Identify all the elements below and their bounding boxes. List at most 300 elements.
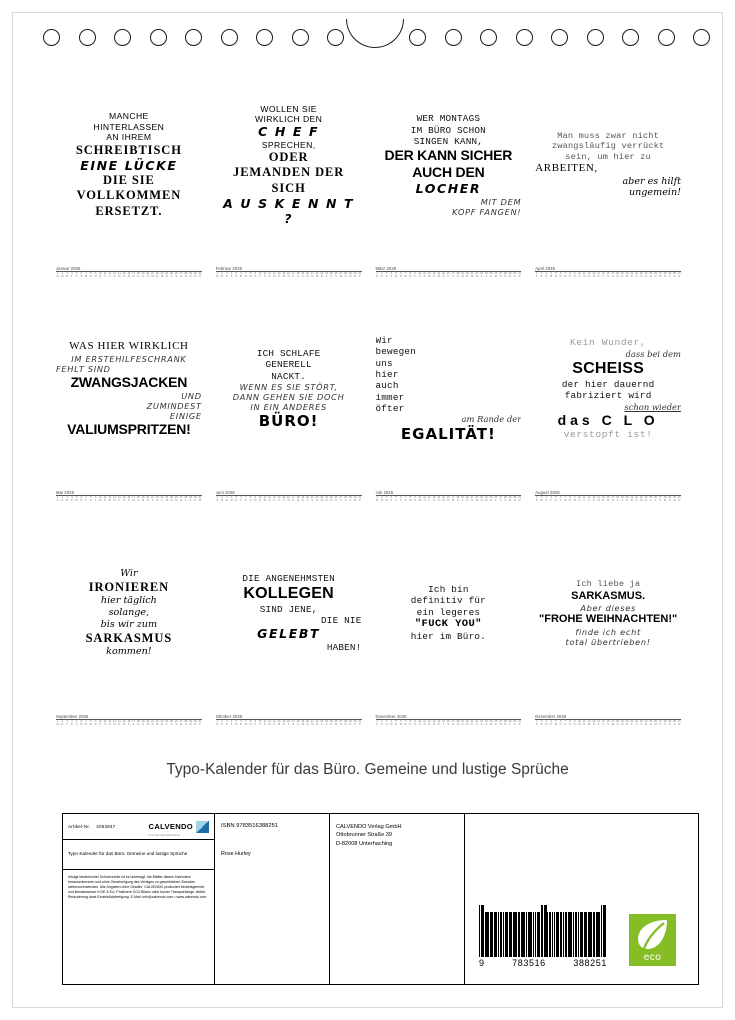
day-cell: 27 M bbox=[339, 272, 343, 279]
quote-line: WER MONTAGS bbox=[416, 113, 481, 125]
day-cell: 16 M bbox=[287, 496, 290, 503]
isbn-text: ISBN 9783516388251 bbox=[221, 823, 279, 829]
day-cell: 18 D bbox=[136, 496, 140, 503]
day-cell: 13 D bbox=[432, 272, 436, 279]
quote-line: ungemein! bbox=[628, 187, 681, 199]
colophon-isbn-column bbox=[215, 814, 330, 984]
day-cell: 31 M bbox=[677, 720, 681, 727]
day-cell: 9 S bbox=[414, 720, 416, 727]
day-cell: 24 D bbox=[325, 496, 328, 503]
day-cell: 9 D bbox=[94, 720, 97, 727]
day-cell: 15 F bbox=[601, 272, 605, 279]
day-cell: 29 F bbox=[668, 272, 672, 279]
quote-line: hier im Büro. bbox=[410, 630, 486, 642]
month-days-row bbox=[535, 721, 681, 727]
day-cell: 4 F bbox=[550, 496, 552, 503]
day-cell: 20 D bbox=[625, 720, 629, 727]
day-cell: 9 S bbox=[573, 720, 576, 727]
quote-line: finde ich echt bbox=[575, 626, 641, 637]
day-cell: 9 D bbox=[254, 272, 257, 279]
day-cell: 3 M bbox=[385, 496, 388, 503]
quote-line: SICH bbox=[271, 180, 306, 195]
quote-line: AUCH DEN bbox=[412, 164, 485, 181]
day-cell: 26 D bbox=[494, 720, 498, 727]
month-quote bbox=[56, 77, 202, 253]
day-cell: 11 M bbox=[263, 496, 267, 503]
day-cell: 27 M bbox=[658, 272, 662, 279]
day-cell: 20 M bbox=[146, 720, 150, 727]
day-cell: 21 M bbox=[151, 272, 154, 279]
quote-line: SARKASMUS bbox=[85, 630, 173, 645]
day-cell: 2 M bbox=[540, 496, 543, 503]
day-cell: 8 D bbox=[569, 496, 571, 503]
day-cell: 5 M bbox=[75, 496, 78, 503]
day-cell: 2 S bbox=[61, 496, 64, 503]
day-cell: 11 D bbox=[423, 496, 426, 503]
day-cell: 14 M bbox=[437, 272, 441, 279]
barcode-bar bbox=[544, 905, 547, 957]
day-cell: 26 M bbox=[334, 720, 338, 727]
day-cell: 15 D bbox=[601, 496, 605, 503]
day-cell: 15 S bbox=[282, 496, 286, 503]
day-cell: 15 D bbox=[442, 272, 445, 279]
quote-line: fabriziert wird bbox=[564, 390, 652, 402]
day-cell: 6 D bbox=[559, 720, 562, 727]
quote-line: AN IHREM bbox=[106, 132, 152, 143]
month-days-row bbox=[56, 497, 202, 503]
day-cell: 24 M bbox=[644, 720, 648, 727]
day-cell: 26 S bbox=[654, 496, 657, 503]
day-cell: 1 D bbox=[216, 720, 219, 727]
quote-line: DIE NIE bbox=[321, 615, 362, 627]
day-cell: 27 M bbox=[179, 720, 183, 727]
month-label: Januar 2026 bbox=[56, 266, 81, 272]
quote-line: SINGEN KANN, bbox=[413, 135, 484, 147]
month-label: Oktober 2026 bbox=[215, 714, 243, 720]
day-cell: 5 D bbox=[554, 272, 557, 279]
binding-hole bbox=[43, 29, 60, 46]
day-cell: 28 D bbox=[663, 272, 667, 279]
quote-line: LOCHER bbox=[415, 181, 482, 197]
day-cell: 18 M bbox=[616, 272, 619, 279]
day-cell: 25 M bbox=[329, 496, 333, 503]
quote-line: KOLLEGEN bbox=[243, 585, 334, 603]
quote-line: der hier dauernd bbox=[561, 378, 655, 390]
quote-line: SPRECHEN, bbox=[261, 139, 316, 150]
day-cell: 12 S bbox=[587, 496, 591, 503]
month-cell bbox=[369, 293, 529, 517]
barcode-digit-left: 9 bbox=[479, 958, 485, 968]
quote-line: kommen! bbox=[106, 645, 152, 657]
day-cell: 4 S bbox=[230, 720, 233, 727]
quote-line: GENERELL bbox=[265, 359, 312, 371]
month-quote bbox=[216, 301, 362, 477]
day-cell: 1 S bbox=[216, 496, 219, 503]
day-cell: 19 F bbox=[461, 496, 464, 503]
month-quote bbox=[56, 301, 202, 477]
day-cell: 16 D bbox=[127, 720, 131, 727]
month-label: Juni 2026 bbox=[215, 490, 235, 496]
day-cell: 19 S bbox=[301, 272, 305, 279]
day-cell: 15 M bbox=[282, 272, 286, 279]
barcode-bar bbox=[557, 912, 559, 957]
month-strip bbox=[216, 489, 362, 503]
day-cell: 14 D bbox=[437, 720, 441, 727]
month-days-row bbox=[376, 497, 522, 503]
day-cell: 6 M bbox=[399, 720, 402, 727]
quote-line: WOLLEN SIE bbox=[260, 103, 317, 114]
day-cell: 30 M bbox=[193, 272, 197, 279]
month-label: August 2026 bbox=[535, 490, 560, 496]
day-cell: 7 D bbox=[85, 720, 87, 727]
day-cell: 7 M bbox=[404, 272, 407, 279]
binding-hole bbox=[480, 29, 497, 46]
day-cell: 23 S bbox=[639, 272, 643, 279]
day-cell: 26 F bbox=[494, 496, 498, 503]
day-cell: 15 S bbox=[122, 496, 126, 503]
colophon-block bbox=[62, 813, 699, 985]
day-cell: 10 S bbox=[578, 272, 581, 279]
barcode-bar bbox=[486, 912, 489, 957]
day-cell: 13 D bbox=[272, 720, 276, 727]
day-cell: 10 M bbox=[578, 720, 581, 727]
barcode-bar bbox=[575, 912, 578, 957]
day-cell: 18 S bbox=[296, 720, 300, 727]
barcode-bar bbox=[585, 912, 587, 957]
quote-line: "FROHE WEIHNACHTEN!" bbox=[539, 613, 678, 626]
colophon-publisher-column bbox=[330, 814, 465, 984]
quote-line: uns bbox=[375, 357, 393, 369]
day-cell: 30 S bbox=[673, 272, 676, 279]
day-cell: 20 D bbox=[465, 272, 469, 279]
day-cell: 5 D bbox=[395, 720, 397, 727]
day-cell: 11 S bbox=[423, 272, 426, 279]
day-cell: 20 D bbox=[146, 496, 150, 503]
article-label: Artikel-Nr. bbox=[68, 824, 91, 829]
day-cell: 8 S bbox=[249, 496, 252, 503]
day-cell: 23 S bbox=[480, 720, 483, 727]
calendar-sheet bbox=[12, 12, 723, 1008]
month-strip bbox=[56, 489, 202, 503]
day-cell: 23 D bbox=[480, 496, 483, 503]
quote-line: DANN GEHEN SIE DOCH bbox=[232, 391, 345, 402]
day-cell: 5 F bbox=[395, 496, 397, 503]
day-cell: 5 S bbox=[75, 272, 78, 279]
day-cell: 29 S bbox=[348, 496, 352, 503]
barcode-bar bbox=[491, 912, 493, 957]
month-strip bbox=[376, 713, 522, 727]
day-cell: 23 S bbox=[639, 720, 643, 727]
quote-line: zwangsläufig verrückt bbox=[551, 141, 665, 152]
day-cell: 27 D bbox=[179, 496, 183, 503]
quote-line: am Rande der bbox=[461, 414, 522, 425]
day-cell: 4 M bbox=[230, 496, 233, 503]
day-cell: 10 M bbox=[98, 496, 102, 503]
day-cell: 16 S bbox=[446, 720, 450, 727]
day-cell: 1 S bbox=[535, 720, 538, 727]
brand-name: CALVENDO bbox=[148, 822, 193, 831]
day-cell: 11 F bbox=[582, 496, 586, 503]
day-cell: 7 M bbox=[84, 272, 88, 279]
day-cell: 9 S bbox=[94, 496, 97, 503]
day-cell: 20 S bbox=[465, 496, 469, 503]
day-cell: 6 M bbox=[559, 272, 562, 279]
barcode-gap bbox=[606, 956, 607, 957]
day-cell: 13 S bbox=[113, 272, 116, 279]
day-cell: 24 D bbox=[165, 272, 169, 279]
publisher-city: D-82008 Unterhaching bbox=[336, 840, 393, 847]
month-grid bbox=[49, 69, 688, 741]
month-cell bbox=[528, 69, 688, 293]
quote-line: MIT DEM bbox=[480, 196, 522, 207]
day-cell: 18 M bbox=[456, 720, 460, 727]
quote-line: SCHEISS bbox=[572, 360, 644, 378]
day-cell: 26 S bbox=[174, 720, 178, 727]
day-cell: 20 D bbox=[306, 720, 309, 727]
day-cell: 19 M bbox=[461, 272, 464, 279]
day-cell: 21 D bbox=[151, 720, 154, 727]
day-cell: 15 D bbox=[282, 720, 286, 727]
day-cell: 19 S bbox=[141, 720, 145, 727]
month-label: Juli 2026 bbox=[375, 490, 394, 496]
day-cell: 26 M bbox=[654, 720, 657, 727]
day-cell: 4 D bbox=[390, 496, 393, 503]
day-cell: 22 M bbox=[315, 272, 319, 279]
day-cell: 20 M bbox=[306, 272, 309, 279]
day-cell: 2 D bbox=[221, 272, 223, 279]
quote-line: SARKASMUS. bbox=[571, 589, 646, 602]
author-name: Rose Hurley bbox=[221, 851, 251, 857]
day-cell: 24 S bbox=[325, 720, 328, 727]
quote-line: WAS HIER WIRKLICH bbox=[69, 340, 189, 353]
barcode-bars bbox=[479, 905, 607, 957]
day-cell: 14 S bbox=[437, 496, 441, 503]
day-cell: 16 M bbox=[606, 496, 610, 503]
day-cell: 29 M bbox=[189, 720, 192, 727]
day-cell: 17 D bbox=[291, 496, 295, 503]
day-cell: 11 S bbox=[263, 720, 267, 727]
day-cell: 3 S bbox=[225, 720, 228, 727]
day-cell: 29 F bbox=[508, 720, 512, 727]
day-cell: 16 F bbox=[446, 272, 450, 279]
day-cell: 26 S bbox=[334, 272, 338, 279]
day-cell: 10 M bbox=[418, 496, 422, 503]
day-cell: 30 S bbox=[673, 720, 676, 727]
quote-line: DER KANN SICHER bbox=[384, 147, 513, 164]
quote-line: SCHREIBTISCH bbox=[75, 142, 182, 157]
day-cell: 22 F bbox=[635, 272, 638, 279]
month-label: September 2026 bbox=[56, 714, 89, 720]
month-days-row bbox=[56, 721, 202, 727]
day-cell: 24 M bbox=[484, 496, 488, 503]
day-cell: 31 F bbox=[358, 272, 362, 279]
month-label: Dezember 2026 bbox=[535, 714, 567, 720]
month-quote bbox=[535, 77, 681, 253]
day-cell: 6 M bbox=[80, 720, 83, 727]
day-cell: 30 S bbox=[513, 720, 517, 727]
day-cell: 13 M bbox=[272, 272, 276, 279]
month-days-row bbox=[216, 497, 362, 503]
day-cell: 3 D bbox=[225, 496, 228, 503]
day-cell: 29 D bbox=[189, 272, 192, 279]
day-cell: 28 F bbox=[663, 720, 667, 727]
day-cell: 17 F bbox=[291, 272, 295, 279]
month-strip bbox=[216, 265, 362, 279]
day-cell: 20 F bbox=[306, 496, 309, 503]
day-cell: 7 S bbox=[404, 496, 407, 503]
day-cell: 25 S bbox=[489, 272, 493, 279]
day-cell: 28 M bbox=[663, 496, 667, 503]
day-cell: 8 M bbox=[89, 720, 92, 727]
day-cell: 6 D bbox=[240, 720, 242, 727]
quote-line: VOLLKOMMEN bbox=[76, 188, 182, 203]
day-cell: 19 M bbox=[301, 720, 305, 727]
month-strip bbox=[535, 265, 681, 279]
day-cell: 27 D bbox=[658, 720, 662, 727]
day-cell: 7 M bbox=[244, 720, 247, 727]
day-cell: 31 S bbox=[358, 720, 362, 727]
day-cell: 11 M bbox=[423, 720, 426, 727]
day-cell: 5 M bbox=[554, 720, 557, 727]
day-cell: 19 S bbox=[620, 496, 624, 503]
day-cell: 16 S bbox=[606, 272, 610, 279]
day-cell: 24 D bbox=[644, 496, 648, 503]
day-cell: 11 D bbox=[582, 720, 586, 727]
quote-line: aber es hilft bbox=[622, 175, 681, 187]
day-cell: 14 F bbox=[117, 496, 121, 503]
quote-line: SIND JENE, bbox=[259, 603, 318, 615]
quote-line: ICH SCHLAFE bbox=[256, 347, 321, 359]
quote-line: BÜRO! bbox=[258, 411, 319, 430]
day-cell: 5 M bbox=[394, 272, 398, 279]
day-cell: 7 D bbox=[244, 272, 247, 279]
quote-line: HINTERLASSEN bbox=[93, 121, 165, 132]
day-cell: 12 S bbox=[108, 272, 112, 279]
day-cell: 16 D bbox=[446, 496, 450, 503]
quote-line: IN EIN ANDERES bbox=[250, 401, 327, 412]
quote-line: IM ERSTEHILFESCHRANK bbox=[71, 353, 187, 364]
day-cell: 1 D bbox=[535, 496, 538, 503]
day-cell: 11 S bbox=[263, 272, 267, 279]
month-cell bbox=[528, 293, 688, 517]
day-cell: 9 S bbox=[573, 272, 576, 279]
day-cell: 8 S bbox=[569, 720, 571, 727]
binding-hole bbox=[409, 29, 426, 46]
day-cell: 17 M bbox=[611, 720, 615, 727]
day-cell: 16 D bbox=[287, 272, 290, 279]
barcode-bar bbox=[538, 912, 540, 957]
day-cell: 26 D bbox=[654, 272, 657, 279]
month-cell bbox=[369, 517, 529, 741]
day-cell: 30 S bbox=[193, 496, 197, 503]
quote-line: EGALITÄT! bbox=[400, 424, 496, 443]
quote-line: Kein Wunder, bbox=[569, 337, 647, 349]
barcode-bar bbox=[514, 912, 517, 957]
day-cell: 22 S bbox=[635, 720, 638, 727]
calvendo-logo bbox=[149, 816, 209, 837]
binding-hole bbox=[658, 29, 675, 46]
quote-line: EINIGE bbox=[169, 410, 202, 421]
month-cell bbox=[209, 293, 369, 517]
day-cell: 3 M bbox=[545, 720, 548, 727]
day-cell: 23 F bbox=[320, 720, 324, 727]
day-cell: 23 M bbox=[160, 272, 164, 279]
day-cell: 29 D bbox=[668, 496, 672, 503]
day-cell: 11 M bbox=[582, 272, 586, 279]
day-cell: 21 M bbox=[630, 496, 634, 503]
month-quote bbox=[216, 525, 362, 701]
quote-line: "FUCK YOU" bbox=[414, 617, 482, 630]
eco-badge bbox=[629, 914, 676, 966]
day-cell: 2 F bbox=[221, 720, 223, 727]
day-cell: 6 S bbox=[399, 496, 402, 503]
day-cell: 12 D bbox=[268, 496, 271, 503]
day-cell: 18 S bbox=[456, 272, 460, 279]
day-cell: 27 D bbox=[339, 720, 343, 727]
month-days-row bbox=[535, 497, 681, 503]
colophon-barcode-column bbox=[465, 814, 698, 984]
barcode-bar bbox=[510, 912, 512, 957]
publisher-street: Ottobrunner Straße 39 bbox=[336, 832, 392, 839]
month-label: Februar 2026 bbox=[215, 266, 243, 272]
day-cell: 24 F bbox=[165, 720, 169, 727]
day-cell: 7 D bbox=[564, 272, 567, 279]
day-cell: 14 M bbox=[597, 496, 600, 503]
barcode-bar bbox=[570, 912, 572, 957]
binding-hole bbox=[445, 29, 462, 46]
day-cell: 17 D bbox=[132, 272, 135, 279]
day-cell: 28 D bbox=[503, 720, 507, 727]
day-cell: 27 S bbox=[658, 496, 662, 503]
day-cell: 4 D bbox=[70, 496, 73, 503]
month-quote bbox=[376, 525, 522, 701]
day-cell: 12 M bbox=[108, 496, 112, 503]
day-cell: 31 S bbox=[677, 272, 681, 279]
month-quote bbox=[535, 301, 681, 477]
day-cell: 4 S bbox=[390, 272, 393, 279]
quote-line: total übertrieben! bbox=[565, 636, 651, 647]
month-days-row bbox=[535, 273, 681, 279]
month-days-row bbox=[376, 721, 522, 727]
month-label: Mai 2026 bbox=[56, 490, 75, 496]
day-cell: 23 S bbox=[160, 496, 164, 503]
product-title-row bbox=[63, 840, 214, 870]
quote-line: das C L O bbox=[557, 411, 659, 428]
day-cell: 3 F bbox=[66, 720, 68, 727]
binding-hole bbox=[79, 29, 96, 46]
article-row bbox=[63, 814, 214, 840]
day-cell: 29 S bbox=[189, 496, 192, 503]
day-cell: 16 S bbox=[606, 720, 610, 727]
binding-hole bbox=[256, 29, 273, 46]
binding-hole bbox=[327, 29, 344, 46]
day-cell: 17 M bbox=[451, 496, 455, 503]
barcode-bar bbox=[549, 912, 551, 957]
day-cell: 8 D bbox=[89, 272, 92, 279]
month-cell bbox=[369, 69, 529, 293]
day-cell: 12 S bbox=[268, 272, 271, 279]
quote-line: DIE SIE bbox=[102, 173, 155, 188]
month-strip bbox=[535, 713, 681, 727]
month-days-row bbox=[376, 273, 522, 279]
quote-line: UND bbox=[181, 390, 202, 401]
article-number-text bbox=[68, 824, 116, 829]
month-cell bbox=[49, 517, 209, 741]
month-cell bbox=[209, 69, 369, 293]
page-subtitle: Typo-Kalender für das Büro. Gemeine und lustige Sprüche bbox=[166, 761, 569, 778]
day-cell: 20 S bbox=[625, 496, 629, 503]
day-cell: 9 M bbox=[94, 272, 97, 279]
